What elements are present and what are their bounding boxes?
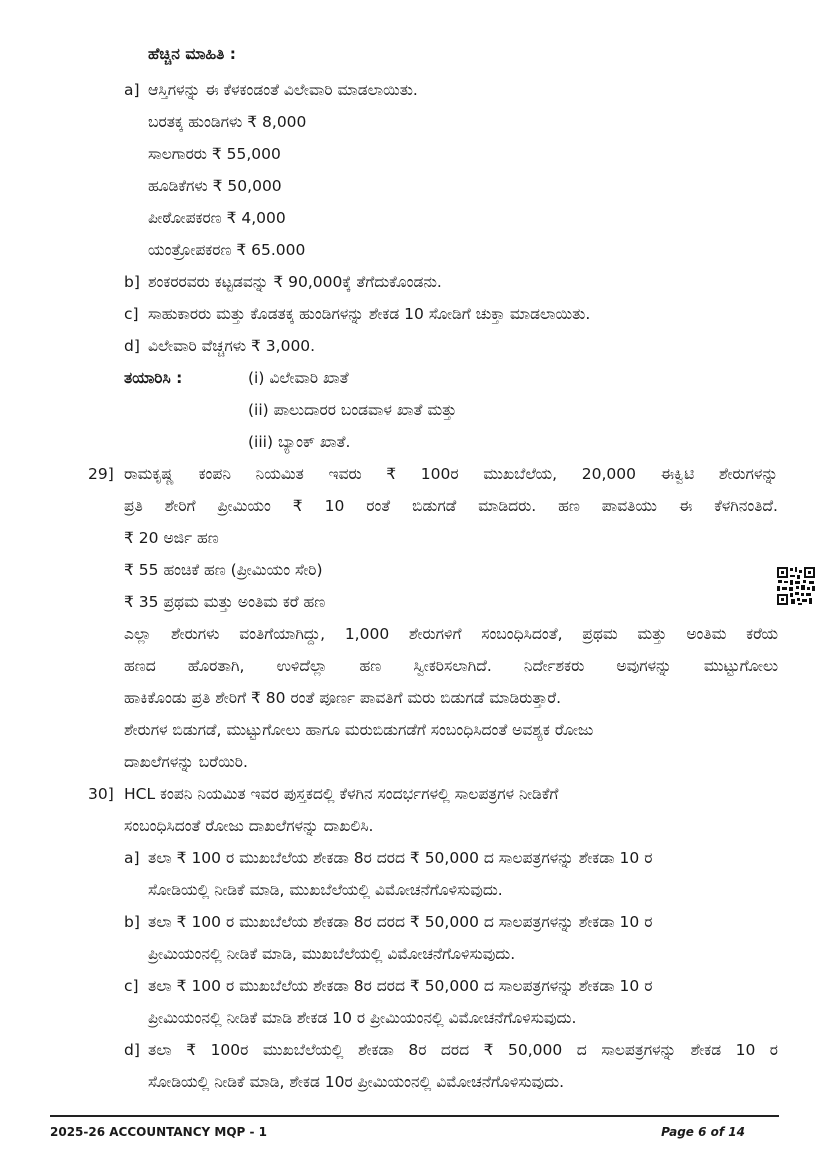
asset-line: ಯಂತ್ರೋಪಕರಣ ₹ 65.000 <box>148 241 306 259</box>
prepare-item: (i) ವಿಲೇವಾರಿ ಖಾತೆ <box>248 369 349 387</box>
q29-line: ರಾಮಕೃಷ್ಣ ಕಂಪನಿ ನಿಯಮಿತ ಇವರು ₹ 100ರ ಮುಖಬೆಲೆಯ, 20,000 ಈಕ್ವಿಟಿ ಶೇರುಗಳನ್ನು <box>124 465 778 483</box>
item-a-text: ಆಸ್ತಿಗಳನ್ನು ಈ ಕೆಳಕಂಡಂತೆ ವಿಲೇವಾರಿ ಮಾಡಲಾಯಿತು. <box>148 81 418 99</box>
prepare-item: (iii) ಬ್ಯಾಂಕ್ ಖಾತೆ. <box>248 433 351 451</box>
item-c-label: c] <box>124 305 139 323</box>
prepare-item: (ii) ಪಾಲುದಾರರ ಬಂಡವಾಳ ಖಾತೆ ಮತ್ತು <box>248 401 457 419</box>
q29-para-line: ಶೇರುಗಳ ಬಿಡುಗಡೆ, ಮುಟ್ಟುಗೋಲು ಹಾಗೂ ಮರುಬಿಡುಗಡೆಗೆ ಸಂಬಂಧಿಸಿದಂತೆ ಅವಶ್ಯಕ ರೋಜು <box>124 721 594 739</box>
footer-title: 2025-26 ACCOUNTANCY MQP - 1 <box>50 1125 268 1139</box>
q29-payment: ₹ 20 ಅರ್ಜಿ ಹಣ <box>124 529 219 547</box>
more-info-heading: ಹೆಚ್ಚಿನ ಮಾಹಿತಿ : <box>148 45 236 63</box>
q30-item-label: a] <box>124 849 140 867</box>
q30-line: HCL ಕಂಪನಿ ನಿಯಮಿತ ಇವರ ಪುಸ್ತಕದಲ್ಲಿ ಕೆಳಗಿನ ಸಂದರ್ಭಗಳಲ್ಲಿ ಸಾಲಪತ್ರಗಳ ನೀಡಿಕೆಗೆ <box>124 785 559 803</box>
q30-item-line: ಪ್ರೀಮಿಯಂನಲ್ಲಿ ನೀಡಿಕೆ ಮಾಡಿ, ಮುಖಬೆಲೆಯಲ್ಲಿ ವಿಮೋಚನೆಗೊಳಿಸುವುದು. <box>148 945 516 963</box>
q30-item-line: ತಲಾ ₹ 100ರ ಮುಖಬೆಲೆಯಲ್ಲಿ ಶೇಕಡಾ 8ರ ದರದ ₹ 50,000 ದ ಸಾಲಪತ್ರಗಳನ್ನು ಶೇಕಡ 10 ರ <box>148 1041 778 1059</box>
q30-line: ಸಂಬಂಧಿಸಿದಂತೆ ರೋಜು ದಾಖಲೆಗಳನ್ನು ದಾಖಲಿಸಿ. <box>124 817 374 835</box>
q29-number: 29] <box>88 465 114 483</box>
q29-para-line: ದಾಖಲೆಗಳನ್ನು ಬರೆಯಿರಿ. <box>124 753 248 771</box>
q30-item-line: ತಲಾ ₹ 100 ರ ಮುಖಬೆಲೆಯ ಶೇಕಡಾ 8ರ ದರದ ₹ 50,000 ದ ಸಾಲಪತ್ರಗಳನ್ನು ಶೇಕಡಾ 10 ರ <box>148 849 653 867</box>
item-b-text: ಶಂಕರರವರು ಕಟ್ಟಡವನ್ನು ₹ 90,000ಕ್ಕೆ ತೆಗೆದುಕೊಂಡನು. <box>148 273 442 291</box>
q30-item-label: b] <box>124 913 140 931</box>
q29-para-line: ಹಣದ ಹೊರತಾಗಿ, ಉಳಿದೆಲ್ಲಾ ಹಣ ಸ್ವೀಕರಿಸಲಾಗಿದೆ. ನಿರ್ದೇಶಕರು ಅವುಗಳನ್ನು ಮುಟ್ಟುಗೋಲು <box>124 657 778 675</box>
q30-item-line: ತಲಾ ₹ 100 ರ ಮುಖಬೆಲೆಯ ಶೇಕಡಾ 8ರ ದರದ ₹ 50,000 ದ ಸಾಲಪತ್ರಗಳನ್ನು ಶೇಕಡಾ 10 ರ <box>148 977 653 995</box>
q30-item-line: ತಲಾ ₹ 100 ರ ಮುಖಬೆಲೆಯ ಶೇಕಡಾ 8ರ ದರದ ₹ 50,000 ದ ಸಾಲಪತ್ರಗಳನ್ನು ಶೇಕಡಾ 10 ರ <box>148 913 653 931</box>
item-d-label: d] <box>124 337 140 355</box>
asset-line: ಪೀಠೋಪಕರಣ ₹ 4,000 <box>148 209 286 227</box>
q30-item-label: d] <box>124 1041 140 1059</box>
q30-number: 30] <box>88 785 114 803</box>
q29-line: ಪ್ರತಿ ಶೇರಿಗೆ ಪ್ರೀಮಿಯಂ ₹ 10 ರಂತೆ ಬಿಡುಗಡೆ ಮಾಡಿದರು. ಹಣ ಪಾವತಿಯು ಈ ಕೆಳಗಿನಂತಿದೆ. <box>124 497 778 515</box>
asset-line: ಸಾಲಗಾರರು ₹ 55,000 <box>148 145 281 163</box>
q29-para-line: ಹಾಕಿಕೊಂಡು ಪ್ರತಿ ಶೇರಿಗೆ ₹ 80 ರಂತೆ ಪೂರ್ಣ ಪಾವತಿಗೆ ಮರು ಬಿಡುಗಡೆ ಮಾಡಿರುತ್ತಾರೆ. <box>124 689 562 707</box>
asset-line: ಹೂಡಿಕೆಗಳು ₹ 50,000 <box>148 177 282 195</box>
prepare-label: ತಯಾರಿಸಿ : <box>124 369 183 387</box>
q30-item-line: ಪ್ರೀಮಿಯಂನಲ್ಲಿ ನೀಡಿಕೆ ಮಾಡಿ ಶೇಕಡ 10 ರ ಪ್ರೀಮಿಯಂನಲ್ಲಿ ವಿಮೋಚನೆಗೊಳಿಸುವುದು. <box>148 1009 577 1027</box>
item-d-text: ವಿಲೇವಾರಿ ವೆಚ್ಚಗಳು ₹ 3,000. <box>148 337 316 355</box>
page-number: Page 6 of 14 <box>661 1125 745 1139</box>
footer-divider <box>50 1115 779 1117</box>
q29-payment: ₹ 55 ಹಂಚಿಕೆ ಹಣ (ಪ್ರೀಮಿಯಂ ಸೇರಿ) <box>124 561 323 579</box>
item-b-label: b] <box>124 273 140 291</box>
item-c-text: ಸಾಹುಕಾರರು ಮತ್ತು ಕೊಡತಕ್ಕ ಹುಂಡಿಗಳನ್ನು ಶೇಕಡ 10 ಸೋಡಿಗೆ ಚುಕ್ತಾ ಮಾಡಲಾಯಿತು. <box>148 305 591 323</box>
asset-line: ಬರತಕ್ಕ ಹುಂಡಿಗಳು ₹ 8,000 <box>148 113 307 131</box>
q29-para-line: ಎಲ್ಲಾ ಶೇರುಗಳು ವಂತಿಗೆಯಾಗಿದ್ದು, 1,000 ಶೇರುಗಳಿಗೆ ಸಂಬಂಧಿಸಿದಂತೆ, ಪ್ರಥಮ ಮತ್ತು ಅಂತಿಮ ಕರೆಯ <box>124 625 778 643</box>
q30-item-line: ಸೋಡಿಯಲ್ಲಿ ನೀಡಿಕೆ ಮಾಡಿ, ಶೇಕಡ 10ರ ಪ್ರೀಮಿಯಂನಲ್ಲಿ ವಿಮೋಚನೆಗೊಳಿಸುವುದು. <box>148 1073 564 1091</box>
item-a-label: a] <box>124 81 140 99</box>
qr-code-icon <box>776 566 816 606</box>
q30-item-line: ಸೋಡಿಯಲ್ಲಿ ನೀಡಿಕೆ ಮಾಡಿ, ಮುಖಬೆಲೆಯಲ್ಲಿ ವಿಮೋಚನೆಗೊಳಿಸುವುದು. <box>148 881 503 899</box>
q30-item-label: c] <box>124 977 139 995</box>
q29-payment: ₹ 35 ಪ್ರಥಮ ಮತ್ತು ಅಂತಿಮ ಕರೆ ಹಣ <box>124 593 326 611</box>
